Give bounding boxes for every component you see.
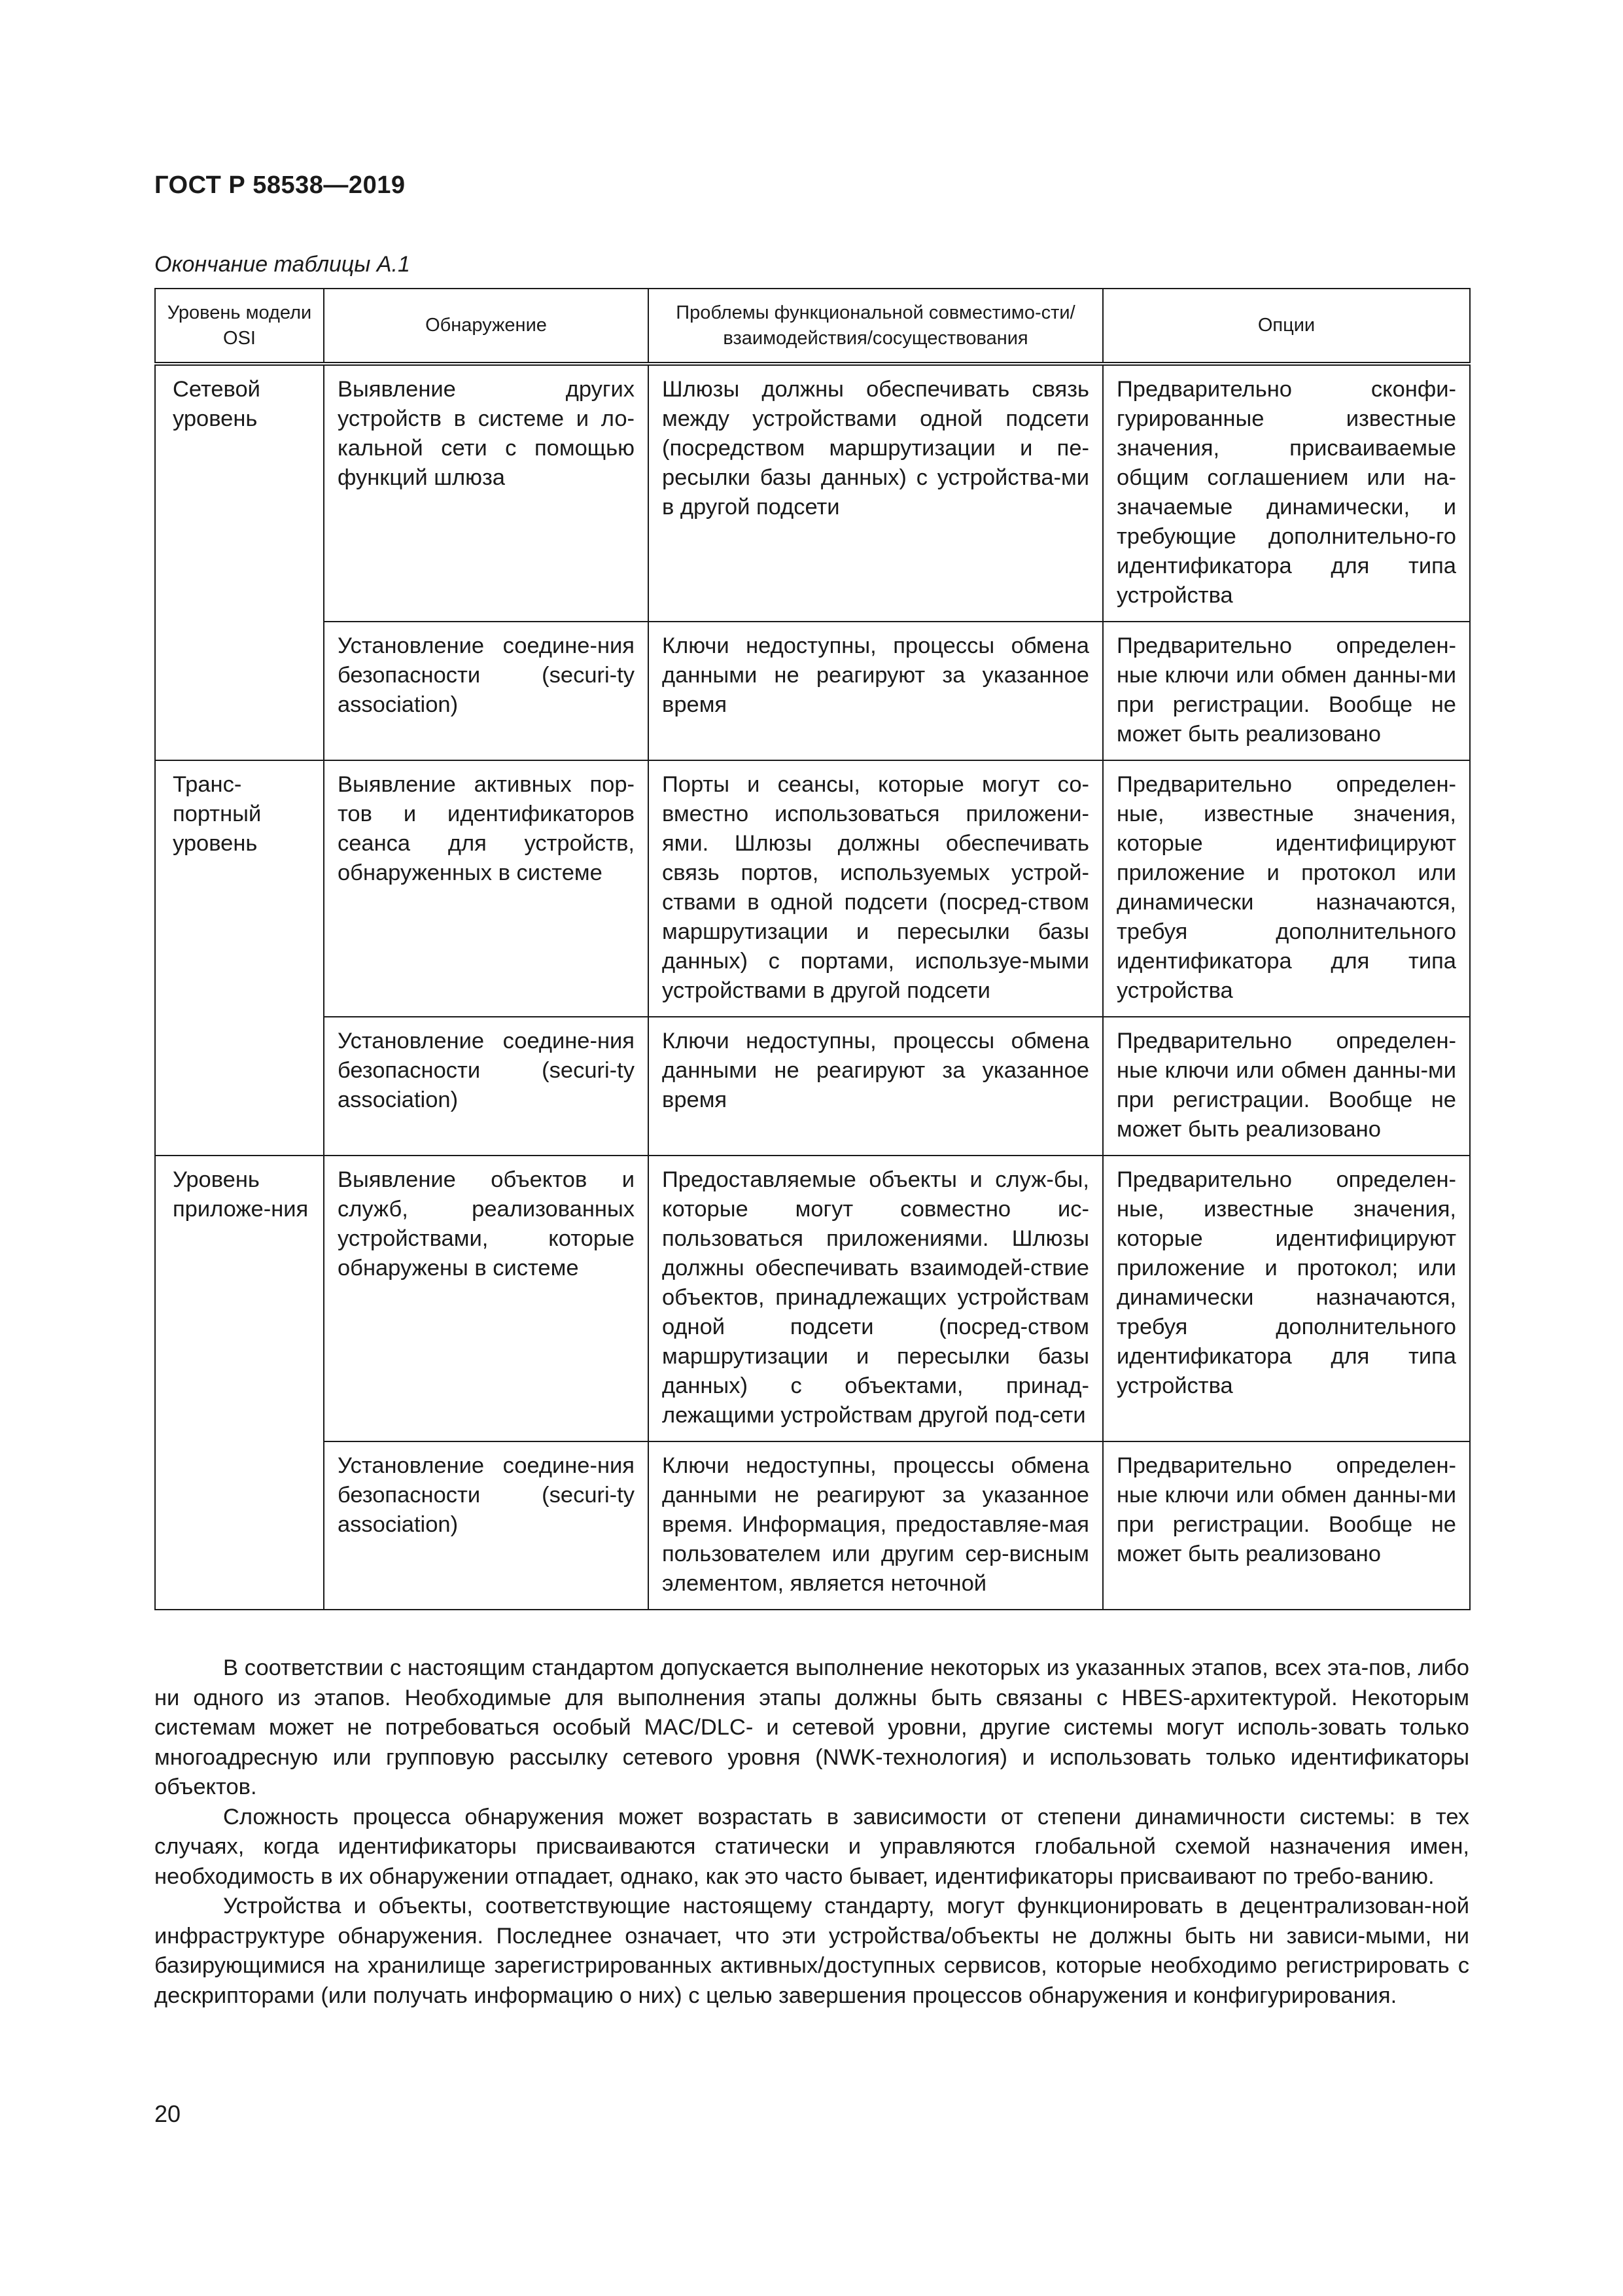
document-header: ГОСТ Р 58538—2019 xyxy=(154,171,406,199)
table-row xyxy=(155,364,1470,622)
osi-table xyxy=(154,288,1471,1610)
table-row xyxy=(155,760,1470,1017)
table-row xyxy=(155,1017,1470,1156)
cell-osi-level: Транс-портный уровень xyxy=(155,760,324,1156)
cell-discovery: Установление соедине-ния безопасности (securi-ty association) xyxy=(324,1017,648,1156)
column-header-osi-level: Уровень модели OSI xyxy=(155,289,324,364)
cell-problems: Ключи недоступны, процессы обмена данными не реагируют за указанное время xyxy=(648,622,1103,760)
table-row xyxy=(155,1156,1470,1441)
cell-options: Предварительно определен-ные ключи или обмен данны-ми при регистрации. Вообще не может быть реализовано xyxy=(1103,1017,1470,1156)
paragraph: Устройства и объекты, соответствующие настоящему стандарту, могут функционировать в децентрализован-ной инфраструктуре обнаружения. Последнее означает, что эти устройства/объекты не должны быть ни зависи-мыми, ни базирующимися на хранилище зарегистрированных активных/доступных сервисов, которые необходимо регистрировать с дескрипторами (или получать информацию о них) с целью завершения процессов обнаружения и конфигурирования. xyxy=(154,1894,1469,2008)
cell-problems: Шлюзы должны обеспечивать связь между устройствами одной подсети (посредством маршрутизации и пе-ресылки базы данных) с устройства-ми в другой подсети xyxy=(648,364,1103,622)
cell-options: Предварительно определен-ные, известные значения, которые идентифицируют приложение и протокол или динамически назначаются, требуя дополнительного идентификатора для типа устройства xyxy=(1103,760,1470,1017)
cell-discovery: Выявление объектов и служб, реализованных устройствами, которые обнаружены в системе xyxy=(324,1156,648,1441)
column-header-problems: Проблемы функциональной совместимо-сти/взаимодействия/сосуществования xyxy=(648,289,1103,364)
cell-problems: Ключи недоступны, процессы обмена данными не реагируют за указанное время. Информация, предоставляе-мая пользователем или другим сер-висным элементом, является неточной xyxy=(648,1441,1103,1610)
cell-osi-level: Уровень приложе-ния xyxy=(155,1156,324,1610)
table-caption: Окончание таблицы А.1 xyxy=(154,252,410,277)
cell-options: Предварительно определен-ные, известные значения, которые идентифицируют приложение и протокол; или динамически назначаются, требуя дополнительного идентификатора для типа устройства xyxy=(1103,1156,1470,1441)
cell-options: Предварительно сконфи-гурированные известные значения, присваиваемые общим соглашением или на-значаемые динамически, и требующие дополнительно-го идентификатора для типа устройства xyxy=(1103,364,1470,622)
cell-options: Предварительно определен-ные ключи или обмен данны-ми при регистрации. Вообще не может быть реализовано xyxy=(1103,622,1470,760)
column-header-options: Опции xyxy=(1103,289,1470,364)
cell-osi-level: Сетевой уровень xyxy=(155,364,324,760)
cell-discovery: Выявление других устройств в системе и ло-кальной сети с помощью функций шлюза xyxy=(324,364,648,622)
cell-problems: Предоставляемые объекты и служ-бы, которые могут совместно ис-пользоваться приложениями. Шлюзы должны обеспечивать взаимодей-ствие объектов, принадлежащих устройствам одной подсети (посред-ством маршрутизации и пересылки базы данных) с объектами, принад-лежащими устройствам другой под-сети xyxy=(648,1156,1103,1441)
cell-problems: Порты и сеансы, которые могут со-вместно использоваться приложени-ями. Шлюзы должны обеспечивать связь портов, используемых устрой-ствами в одной подсети (посред-ством маршрутизации и пересылки базы данных) с портами, используе-мыми устройствами в другой подсети xyxy=(648,760,1103,1017)
table-row xyxy=(155,1441,1470,1610)
page-number: 20 xyxy=(154,2100,181,2127)
cell-discovery: Установление соедине-ния безопасности (securi-ty association) xyxy=(324,1441,648,1610)
body-text xyxy=(154,1653,1469,2011)
paragraph: В соответствии с настоящим стандартом допускается выполнение некоторых из указанных этапов, всех эта-пов, либо ни одного из этапов. Необходимые для выполнения этапы должны быть связаны с HBES-архитектурой. Некоторым системам может не потребоваться особый MAC/DLC- и сетевой уровни, другие системы могут исполь-зовать только многоадресную или групповую рассылку сетевого уровня (NWK-технология) и использовать только идентификаторы объектов. xyxy=(154,1655,1469,1799)
cell-options: Предварительно определен-ные ключи или обмен данны-ми при регистрации. Вообще не может быть реализовано xyxy=(1103,1441,1470,1610)
table-header-row xyxy=(155,289,1470,364)
column-header-discovery: Обнаружение xyxy=(324,289,648,364)
paragraph: Сложность процесса обнаружения может возрастать в зависимости от степени динамичности системы: в тех случаях, когда идентификаторы присваиваются статически и управляются глобальной схемой назначения имен, необходимость в их обнаружении отпадает, однако, как это часто бывает, идентификаторы присваивают по требо-ванию. xyxy=(154,1804,1469,1889)
cell-problems: Ключи недоступны, процессы обмена данными не реагируют за указанное время xyxy=(648,1017,1103,1156)
table-row xyxy=(155,622,1470,760)
cell-discovery: Выявление активных пор-тов и идентификаторов сеанса для устройств, обнаруженных в системе xyxy=(324,760,648,1017)
cell-discovery: Установление соедине-ния безопасности (securi-ty association) xyxy=(324,622,648,760)
